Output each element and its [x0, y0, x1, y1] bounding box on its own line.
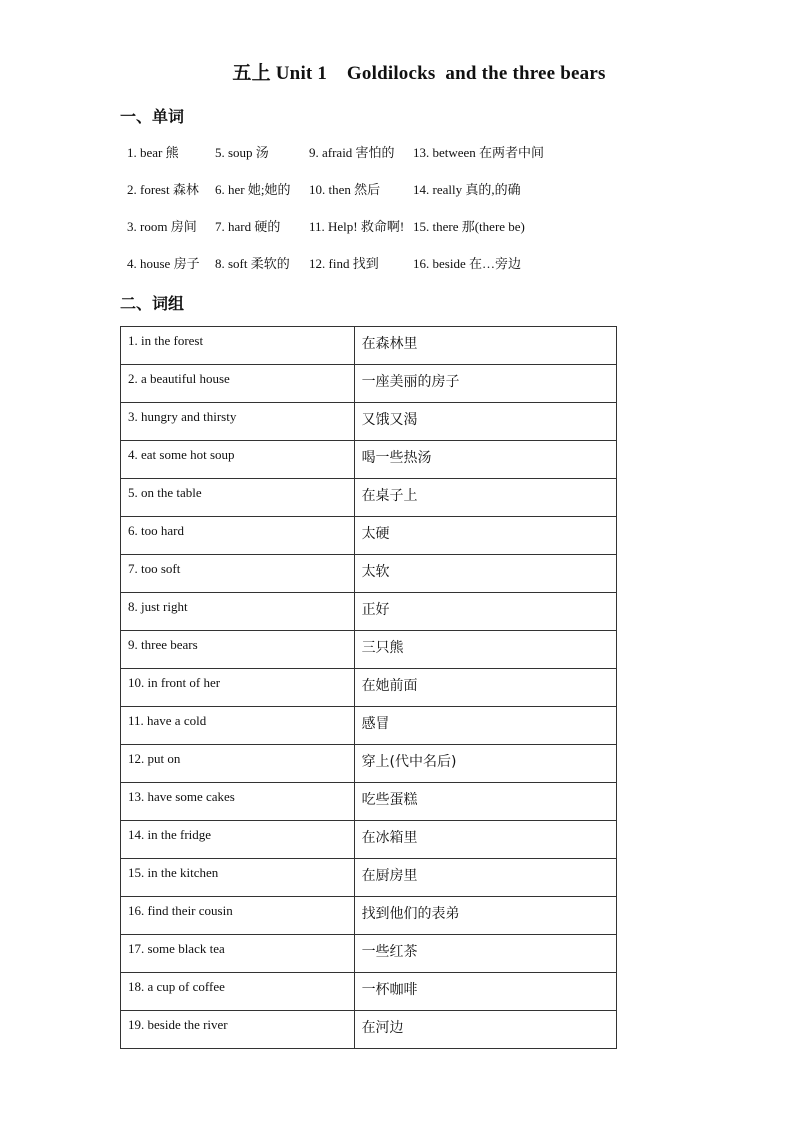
- phrase-en: 11. have a cold: [121, 707, 355, 745]
- words-heading: 一、单词: [120, 107, 185, 126]
- title-main: Goldilocks and the three bears: [346, 63, 606, 84]
- word-item: 3. room 房间: [127, 219, 197, 234]
- table-row: [121, 897, 617, 935]
- phrase-zh: 穿上(代中名后): [354, 745, 616, 783]
- table-row: [121, 821, 617, 859]
- phrases-heading: 二、词组: [120, 294, 185, 313]
- table-row: [121, 479, 617, 517]
- table-row: [121, 1011, 617, 1049]
- phrase-en: 8. just right: [121, 593, 355, 631]
- phrase-en: 5. on the table: [121, 479, 355, 517]
- phrase-en: 9. three bears: [121, 631, 355, 669]
- word-item: 12. find 找到: [309, 256, 379, 271]
- phrase-en: 12. put on: [121, 745, 355, 783]
- table-row: [121, 707, 617, 745]
- phrase-en: 13. have some cakes: [121, 783, 355, 821]
- phrase-zh: 一些红茶: [354, 935, 616, 973]
- phrase-zh: 感冒: [354, 707, 616, 745]
- word-item: 1. bear 熊: [127, 145, 179, 160]
- word-item: 11. Help! 救命啊!: [309, 219, 405, 234]
- phrase-zh: 在她前面: [354, 669, 616, 707]
- word-item: 16. beside 在…旁边: [413, 256, 521, 271]
- word-item: 4. house 房子: [127, 256, 200, 271]
- phrase-en: 17. some black tea: [121, 935, 355, 973]
- phrase-zh: 吃些蛋糕: [354, 783, 616, 821]
- phrase-en: 3. hungry and thirsty: [121, 403, 355, 441]
- table-row: [121, 631, 617, 669]
- table-row: [121, 365, 617, 403]
- phrase-zh: 喝一些热汤: [354, 441, 616, 479]
- table-row: [121, 935, 617, 973]
- table-row: [121, 745, 617, 783]
- title-prefix: 五上 Unit 1: [232, 63, 328, 84]
- phrase-zh: 太硬: [354, 517, 616, 555]
- phrase-zh: 在桌子上: [354, 479, 616, 517]
- word-item: 6. her 她;她的: [215, 182, 291, 197]
- table-row: [121, 669, 617, 707]
- phrase-zh: 找到他们的表弟: [354, 897, 616, 935]
- word-item: 9. afraid 害怕的: [309, 145, 395, 160]
- phrase-zh: 一杯咖啡: [354, 973, 616, 1011]
- phrase-en: 4. eat some hot soup: [121, 441, 355, 479]
- phrase-en: 10. in front of her: [121, 669, 355, 707]
- phrase-zh: 一座美丽的房子: [354, 365, 616, 403]
- table-row: [121, 517, 617, 555]
- word-item: 5. soup 汤: [215, 145, 269, 160]
- phrase-en: 15. in the kitchen: [121, 859, 355, 897]
- word-item: 14. really 真的,的确: [413, 182, 521, 197]
- phrase-zh: 三只熊: [354, 631, 616, 669]
- table-row: [121, 859, 617, 897]
- table-row: [121, 973, 617, 1011]
- phrase-zh: 正好: [354, 593, 616, 631]
- table-row: [121, 593, 617, 631]
- table-row: [121, 555, 617, 593]
- phrase-zh: 在河边: [354, 1011, 616, 1049]
- phrase-en: 16. find their cousin: [121, 897, 355, 935]
- table-row: [121, 403, 617, 441]
- phrase-en: 19. beside the river: [121, 1011, 355, 1049]
- phrase-zh: 在森林里: [354, 327, 616, 365]
- phrase-zh: 太软: [354, 555, 616, 593]
- page-title: [0, 58, 794, 85]
- table-row: [121, 783, 617, 821]
- phrase-zh: 在冰箱里: [354, 821, 616, 859]
- word-item: 7. hard 硬的: [215, 219, 281, 234]
- phrase-zh: 在厨房里: [354, 859, 616, 897]
- table-row: [121, 327, 617, 365]
- word-item: 15. there 那(there be): [413, 219, 525, 234]
- word-item: 2. forest 森林: [127, 182, 199, 197]
- phrase-en: 1. in the forest: [121, 327, 355, 365]
- phrases-table: [120, 326, 617, 1049]
- phrase-en: 6. too hard: [121, 517, 355, 555]
- phrase-zh: 又饿又渴: [354, 403, 616, 441]
- phrase-en: 2. a beautiful house: [121, 365, 355, 403]
- phrase-en: 14. in the fridge: [121, 821, 355, 859]
- word-item: 13. between 在两者中间: [413, 145, 545, 160]
- word-item: 8. soft 柔软的: [215, 256, 290, 271]
- phrase-en: 18. a cup of coffee: [121, 973, 355, 1011]
- phrase-en: 7. too soft: [121, 555, 355, 593]
- table-row: [121, 441, 617, 479]
- word-item: 10. then 然后: [309, 182, 381, 197]
